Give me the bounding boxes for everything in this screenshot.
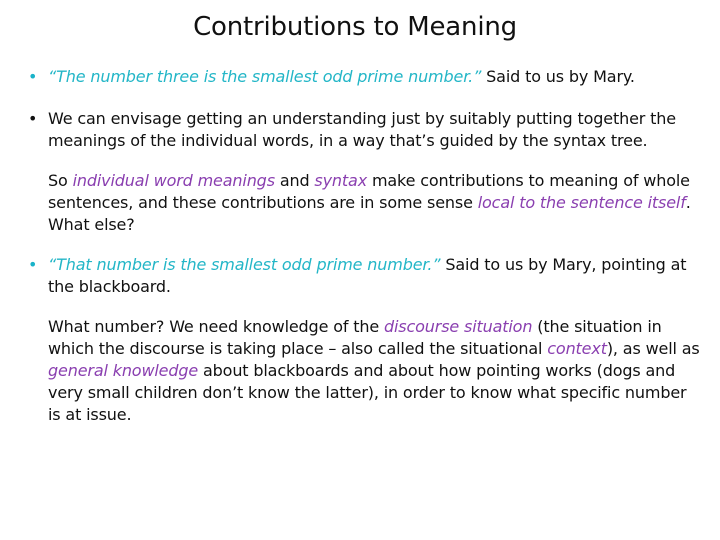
paragraph-syntax: [28, 170, 702, 236]
emphasis-local: local to the sentence itself: [477, 193, 686, 212]
para3-c: (the situation in which the discourse is taking place – also called the situational: [48, 317, 662, 358]
bullet-icon: •: [28, 67, 38, 86]
bullet-text-2: We can envisage getting an understanding just by suitably putting together the meanings of the individual words, in a way that’s guided by the syntax tree.: [48, 109, 676, 150]
quote-1: “The number three is the smallest odd prime number.”: [48, 67, 482, 86]
quote-2: “That number is the smallest odd prime number.”: [48, 255, 441, 274]
para3-a: What number? We need knowledge of the: [48, 317, 384, 336]
bullet-item-3: [28, 254, 702, 298]
para2-a: So: [48, 171, 73, 190]
emphasis-syntax: syntax: [314, 171, 368, 190]
bullet-icon: •: [28, 109, 38, 128]
paragraph-context: [28, 316, 702, 426]
attribution-1: Said to us by Mary.: [481, 67, 635, 86]
para3-e: ), as well as: [606, 339, 700, 358]
bullet-text-1: [48, 66, 702, 88]
bullet-item-2: [28, 108, 702, 152]
bullet-item-1: [28, 66, 702, 88]
slide-title: Contributions to Meaning: [193, 12, 517, 42]
para2-e: make contributions to meaning of whole sentences, and these contributions are in some sense: [48, 171, 690, 212]
slide-body: [28, 66, 702, 426]
para2-g: . What else?: [48, 193, 691, 234]
emphasis-context: context: [547, 339, 607, 358]
para2-c: and: [274, 171, 315, 190]
bullet-icon: •: [28, 255, 38, 274]
emphasis-word-meanings: individual word meanings: [72, 171, 275, 190]
emphasis-discourse-situation: discourse situation: [384, 317, 533, 336]
bullet-text-3: [48, 254, 702, 298]
attribution-2: Said to us by Mary, pointing at the blackboard.: [48, 255, 687, 296]
emphasis-general-knowledge: general knowledge: [48, 361, 199, 380]
para3-g: about blackboards and about how pointing works (dogs and very small children don’t know the latter), in order to know what specific number is at issue.: [48, 361, 687, 424]
